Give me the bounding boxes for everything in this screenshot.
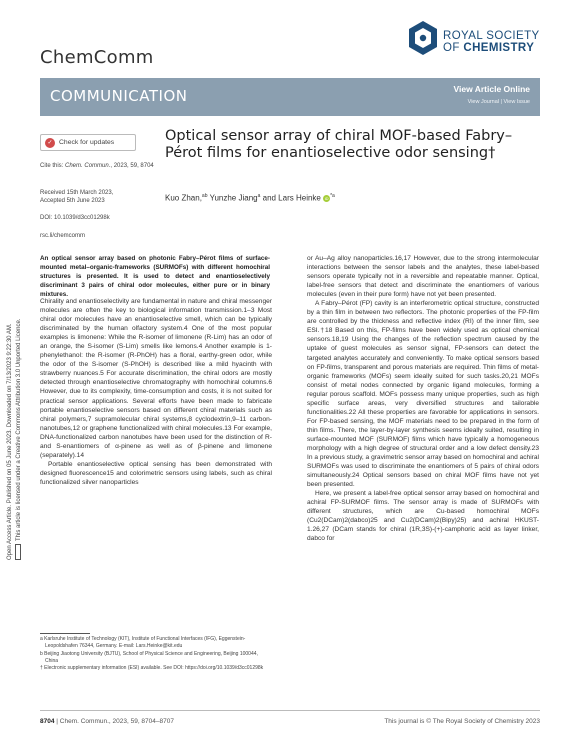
publisher-logo	[407, 20, 567, 60]
body-paragraph: Portable enantioselective optical sensing has been demonstrated with designed fluorescence15 and colorimetric sensors using labels, such as chiral functionalized silver nanoparticles	[40, 460, 272, 486]
license-line1: Open Access Article. Published on 05 June 2023. Downloaded on 7/13/2023 9:22:30 AM.	[7, 323, 13, 560]
check-for-updates-button[interactable]	[40, 134, 136, 151]
body-paragraph: or Au–Ag alloy nanoparticles.16,17 However, due to the strong intermolecular interactions between the sensor labels and the analytes, these label-based sensors operate typically not in a reversible and repeatable manner. Optical, label-free sensors that detect and discriminate the enantiomers of various molecules (even in their pure form) have not yet been presented.	[307, 255, 539, 299]
rsc-emblem-icon	[407, 20, 439, 56]
citation-info: Cite this: Chem. Commun., 2023, 59, 8704	[40, 163, 154, 169]
body-column-right	[307, 254, 539, 544]
license-sidebar	[6, 140, 34, 560]
article-title: Optical sensor array of chiral MOF-based Fabry–Pérot films for enantioselective odor sensing†	[165, 128, 513, 161]
cc-license-icon	[15, 544, 21, 560]
publisher-name	[443, 30, 540, 54]
body-paragraph: Chirality and enantioselectivity are fundamental in nature and chiral messenger molecules are often the key to biological information transmission.1–3 Most chiral odor molecules have an enantioselective smell, which can be typically discriminated by the human olfactory system.4 One of the most popular examples is limonene: While the R-isomer of limonene (R-Lim) has an odor of an orange, the S-isomer (S-Lim) smells like lemons.4 Another example is 1-phenylethanol: the R-isomer (R-PhOH) has a floral, earthy-green odor, while the odor of the S-isomer (S-PhOH) is described like a mild hyacinth with strawberry nuances.5 For accurate discrimination, the chiral odors are mostly detected through enantioselective chromatography with homochiral columns.6 However, due to its complexity, time-consumption and costs, it is not suited for practical sensor applications. Several efforts have been made to fabricate portable enantioselective sensors based on different chiral materials such as chiral polymers,7 supramolecular chiral systems,8 cyclodextrin,9–11 carbon-nanotubes,12 or graphene functionalized with chiral molecules.13 For example, DNA-functionalized carbon nanotubes have been used for the distinction of R- and S-enantiomers of α-pinene as well as of β-pinene and limonene (separately).14	[40, 298, 272, 459]
footnote-divider	[40, 633, 90, 634]
crossmark-icon: ✓	[45, 138, 55, 148]
view-article-online-link[interactable]: View Article Online	[453, 84, 530, 94]
body-column-left	[40, 297, 272, 487]
affiliation-a: a Karlsruhe Institute of Technology (KIT), Institute of Functional Interfaces (IFG), Eggenstein-Leopoldshafen 76344, Germany. E-mail: Lars.Heinke@kit.edu	[40, 636, 246, 650]
view-journal-issue-links[interactable]: View Journal | View Issue	[467, 99, 530, 105]
orcid-icon[interactable]: iD	[324, 196, 329, 202]
doi-text[interactable]: DOI: 10.1039/d3cc01298k	[40, 215, 110, 221]
footnotes	[40, 636, 272, 672]
check-updates-label: Check for updates	[59, 139, 115, 146]
footer-citation: 8704 | Chem. Commun., 2023, 59, 8704–8707	[40, 718, 174, 725]
affiliation-b: b Beijing Jiaotong University (BJTU), School of Physical Science and Engineering, Beijing 100044, China	[40, 650, 258, 664]
body-paragraph: A Fabry–Pérot (FP) cavity is an interferometric optical structure, constructed by a thin film in between two reflectors. The photonic properties of the FP-film are controlled by the thickness and reflective index (RI) of the inner film, see ESI.†18 Based on this, FP-films have been widely used as optical chemical sensors.18,19 Using the changes of the reflection spectrum caused by the uptake of guest molecules as sensor signal, FP-sensors can detect the targeted analytes accurately and conveniently. To make optical sensors based on FP-films, transparent and porous materials are required. Thin films of metal-organic frameworks (MOFs) seem ideally suited for such tasks.20,21 MOFs consist of metal nodes connected by organic ligand molecules, forming a regular porous scaffold. MOFs possess many unique properties, such as high specific surface areas, very diversified structures and tailorable functionalities.22 All these properties are favorable for applications in sensors. For FP-based sensing, the MOF materials need to be prepared in the form of thin films. There, the layer-by-layer synthesis seems ideally suited, resulting in surface-mounted MOF (SURMOF) films which have typically a homogeneous morphology with a high degree of structural order and a low defect density.23 In a previous study, a gravimetric sensor array based on homochiral and achiral SURMOFs was used to discriminate the enantiomers of 5 pairs of chiral odors simultaneously.24 Optical sensors based on chiral MOF films have not yet been presented.	[307, 300, 539, 489]
publisher-line1: ROYAL SOCIETY	[443, 30, 540, 42]
page-number: 8704	[40, 718, 55, 725]
footer-divider	[40, 710, 540, 711]
publisher-line2: OF CHEMISTRY	[443, 42, 535, 54]
abstract: An optical sensor array based on photonic Fabry–Pérot films of surface-mounted metal–organic-frameworks (SURMOFs) with different homochiral structures is presented. It is used to detect and enantioselectively discriminant 3 pairs of chiral odor molecules, either pure or in binary mixtures.	[40, 255, 270, 298]
esi-note: † Electronic supplementary information (ESI) available. See DOI: https://doi.org/10.1039/d3cc01298k	[40, 665, 264, 672]
footer-copyright: This journal is © The Royal Society of Chemistry 2023	[384, 718, 540, 725]
author-list: Kuo Zhan,$^{ab}$ Yunzhe Jiang$^a$ and Lars Heinke iD $^{*a}$	[165, 193, 335, 203]
journal-url[interactable]: rsc.li/chemcomm	[40, 233, 86, 239]
received-dates: Received 15th March 2023, Accepted 5th June 2023	[40, 190, 114, 205]
license-line2: This article is licensed under a Creative Commons Attribution 3.0 Unported Licence.	[15, 140, 24, 560]
journal-name: ChemComm	[40, 47, 154, 68]
section-banner	[40, 78, 540, 116]
body-paragraph: Here, we present a label-free optical sensor array based on homochiral and achiral FP-SURMOF films. The sensor array is made of SURMOFs with different structures, which are Cu-based homochiral MOFs (Cu2(DCam)2(dabco)25 and Cu2(DCam)2(Bipy)25) and achiral HKUST-1.26,27 (DCam stands for chiral (1R,3S)-(+)-camphoric acid as layer linker, dabco for	[307, 490, 539, 543]
section-title: COMMUNICATION	[50, 87, 188, 105]
